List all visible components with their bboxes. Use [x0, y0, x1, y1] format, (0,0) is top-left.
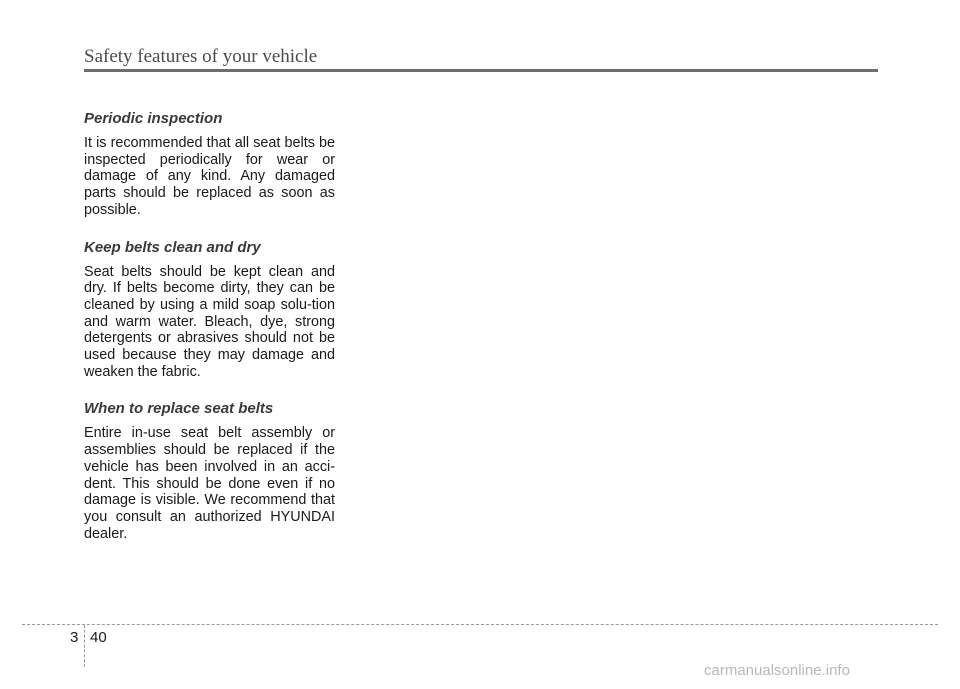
section-body: Entire in-use seat belt assembly or assemblies should be replaced if the vehicle has been involved in an acci-dent. This should be done even if no damage is visible. We recommend that you consult an authorized HYUNDAI dealer.: [84, 425, 335, 542]
section-heading: Periodic inspection: [84, 110, 223, 127]
watermark-link[interactable]: carmanualsonline.info: [704, 662, 850, 679]
section-periodic-inspection: [84, 110, 335, 219]
section-heading: When to replace seat belts: [84, 400, 274, 418]
section-keep-belts-clean: [84, 239, 335, 381]
page-title: Safety features of your vehicle: [84, 46, 318, 67]
footer-divider: [22, 624, 938, 625]
section-body: Seat belts should be kept clean and dry. If belts become dirty, they can be cleaned by using a mild soap solu-tion and warm water. Bleach, dye, strong detergents or abrasives should not be used because they may damage and weaken the fabric.: [84, 263, 335, 380]
footer-vertical-divider: [84, 625, 85, 667]
page-number: 40: [90, 629, 107, 646]
section-body: It is recommended that all seat belts be inspected periodically for wear or damage of any kind. Any damaged parts should be replaced as soon as possible.: [84, 135, 335, 218]
header-divider: [84, 69, 878, 72]
content-column: [84, 110, 335, 562]
section-heading: Keep belts clean and dry: [84, 238, 261, 256]
section-replace-seat-belts: [84, 400, 335, 542]
page-header: [84, 44, 878, 74]
chapter-number: 3: [70, 629, 79, 646]
